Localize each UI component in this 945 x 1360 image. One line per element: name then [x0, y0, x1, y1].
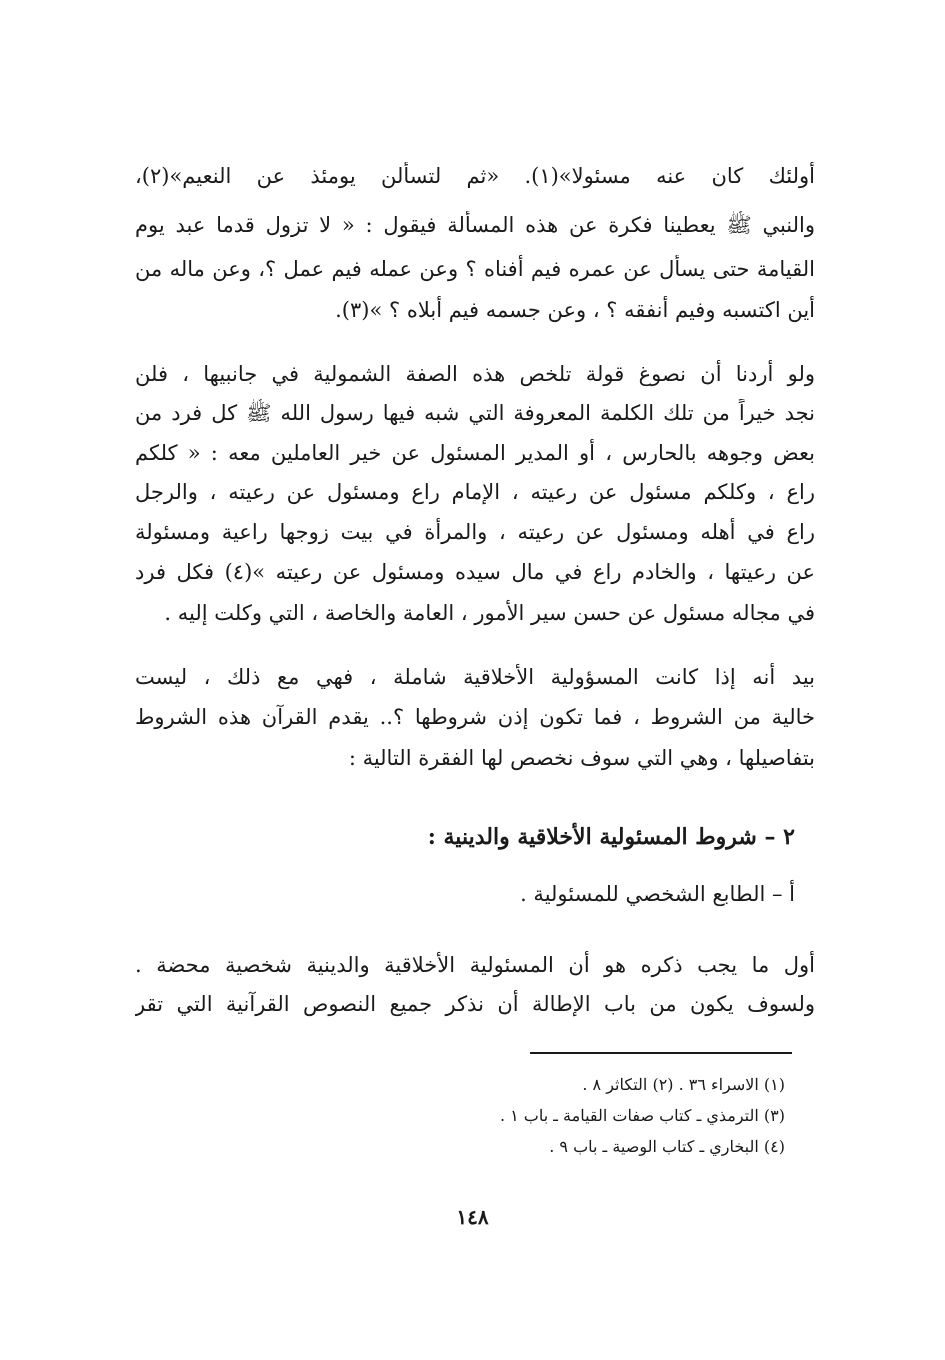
body-line: بتفاصيلها ، وهي التي سوف نخصص لها الفقرة التالية :	[348, 746, 815, 770]
body-line: بيد أنه إذا كانت المسؤولية الأخلاقية شاملة ، فهي مع ذلك ، ليست	[135, 665, 815, 689]
subsection-heading: أ – الطابع الشخصي للمسئولية .	[520, 882, 795, 906]
body-line: بعض وجوهه بالحارس ، أو المدير المسئول عن خير العاملين معه : « كلكم	[135, 441, 815, 465]
page-number: ١٤٨	[456, 1205, 489, 1229]
body-line: القيامة حتى يسأل عن عمره فيم أفناه ؟ وعن عمله فيم عمل ؟، وعن ماله من	[135, 257, 815, 281]
body-line: نجد خيراً من تلك الكلمة المعروفة التي شبه فيها رسول الله ﷺ كل فرد من	[135, 401, 815, 425]
body-line: عن رعيتها ، والخادم راع في مال سيده ومسئول عن رعيته »(٤) فكل فرد	[135, 560, 815, 584]
footnote: (١) الاسراء ٣٦ . (٢) التكاثر ٨ .	[582, 1075, 785, 1094]
body-line: أول ما يجب ذكره هو أن المسئولية الأخلاقية والدينية شخصية محضة .	[135, 953, 815, 977]
body-line: في مجاله مسئول عن حسن سير الأمور ، العامة والخاصة ، التي وكلت إليه .	[164, 601, 815, 625]
footnote-separator	[530, 1052, 792, 1054]
body-line: راع ، وكلكم مسئول عن رعيته ، الإمام راع ومسئول عن رعيته ، والرجل	[135, 480, 815, 504]
body-line: ولو أردنا أن نصوغ قولة تلخص هذه الصفة الشمولية في جانبيها ، فلن	[135, 362, 815, 386]
body-line: خالية من الشروط ، فما تكون إذن شروطها ؟.. يقدم القرآن هذه الشروط	[135, 705, 815, 729]
body-line: ولسوف يكون من باب الإطالة أن نذكر جميع النصوص القرآنية التي تقر	[135, 992, 815, 1016]
section-heading: ٢ – شروط المسئولية الأخلاقية والدينية :	[427, 824, 795, 850]
footnote: (٤) البخاري ـ كتاب الوصية ـ باب ٩ .	[549, 1137, 785, 1156]
body-line: أين اكتسبه وفيم أنفقه ؟ ، وعن جسمه فيم أبلاه ؟ »(٣).	[335, 298, 815, 322]
body-line: راع في أهله ومسئول عن رعيته ، والمرأة في بيت زوجها راعية ومسئولة	[135, 520, 815, 544]
footnote: (٣) الترمذي ـ كتاب صفات القيامة ـ باب ١ .	[499, 1106, 785, 1125]
body-line: أولئك كان عنه مسئولا»(١). «ثم لتسألن يومئذ عن النعيم»(٢)،	[135, 164, 815, 188]
body-line: والنبي ﷺ يعطينا فكرة عن هذه المسألة فيقول : « لا تزول قدما عبد يوم	[135, 213, 815, 237]
